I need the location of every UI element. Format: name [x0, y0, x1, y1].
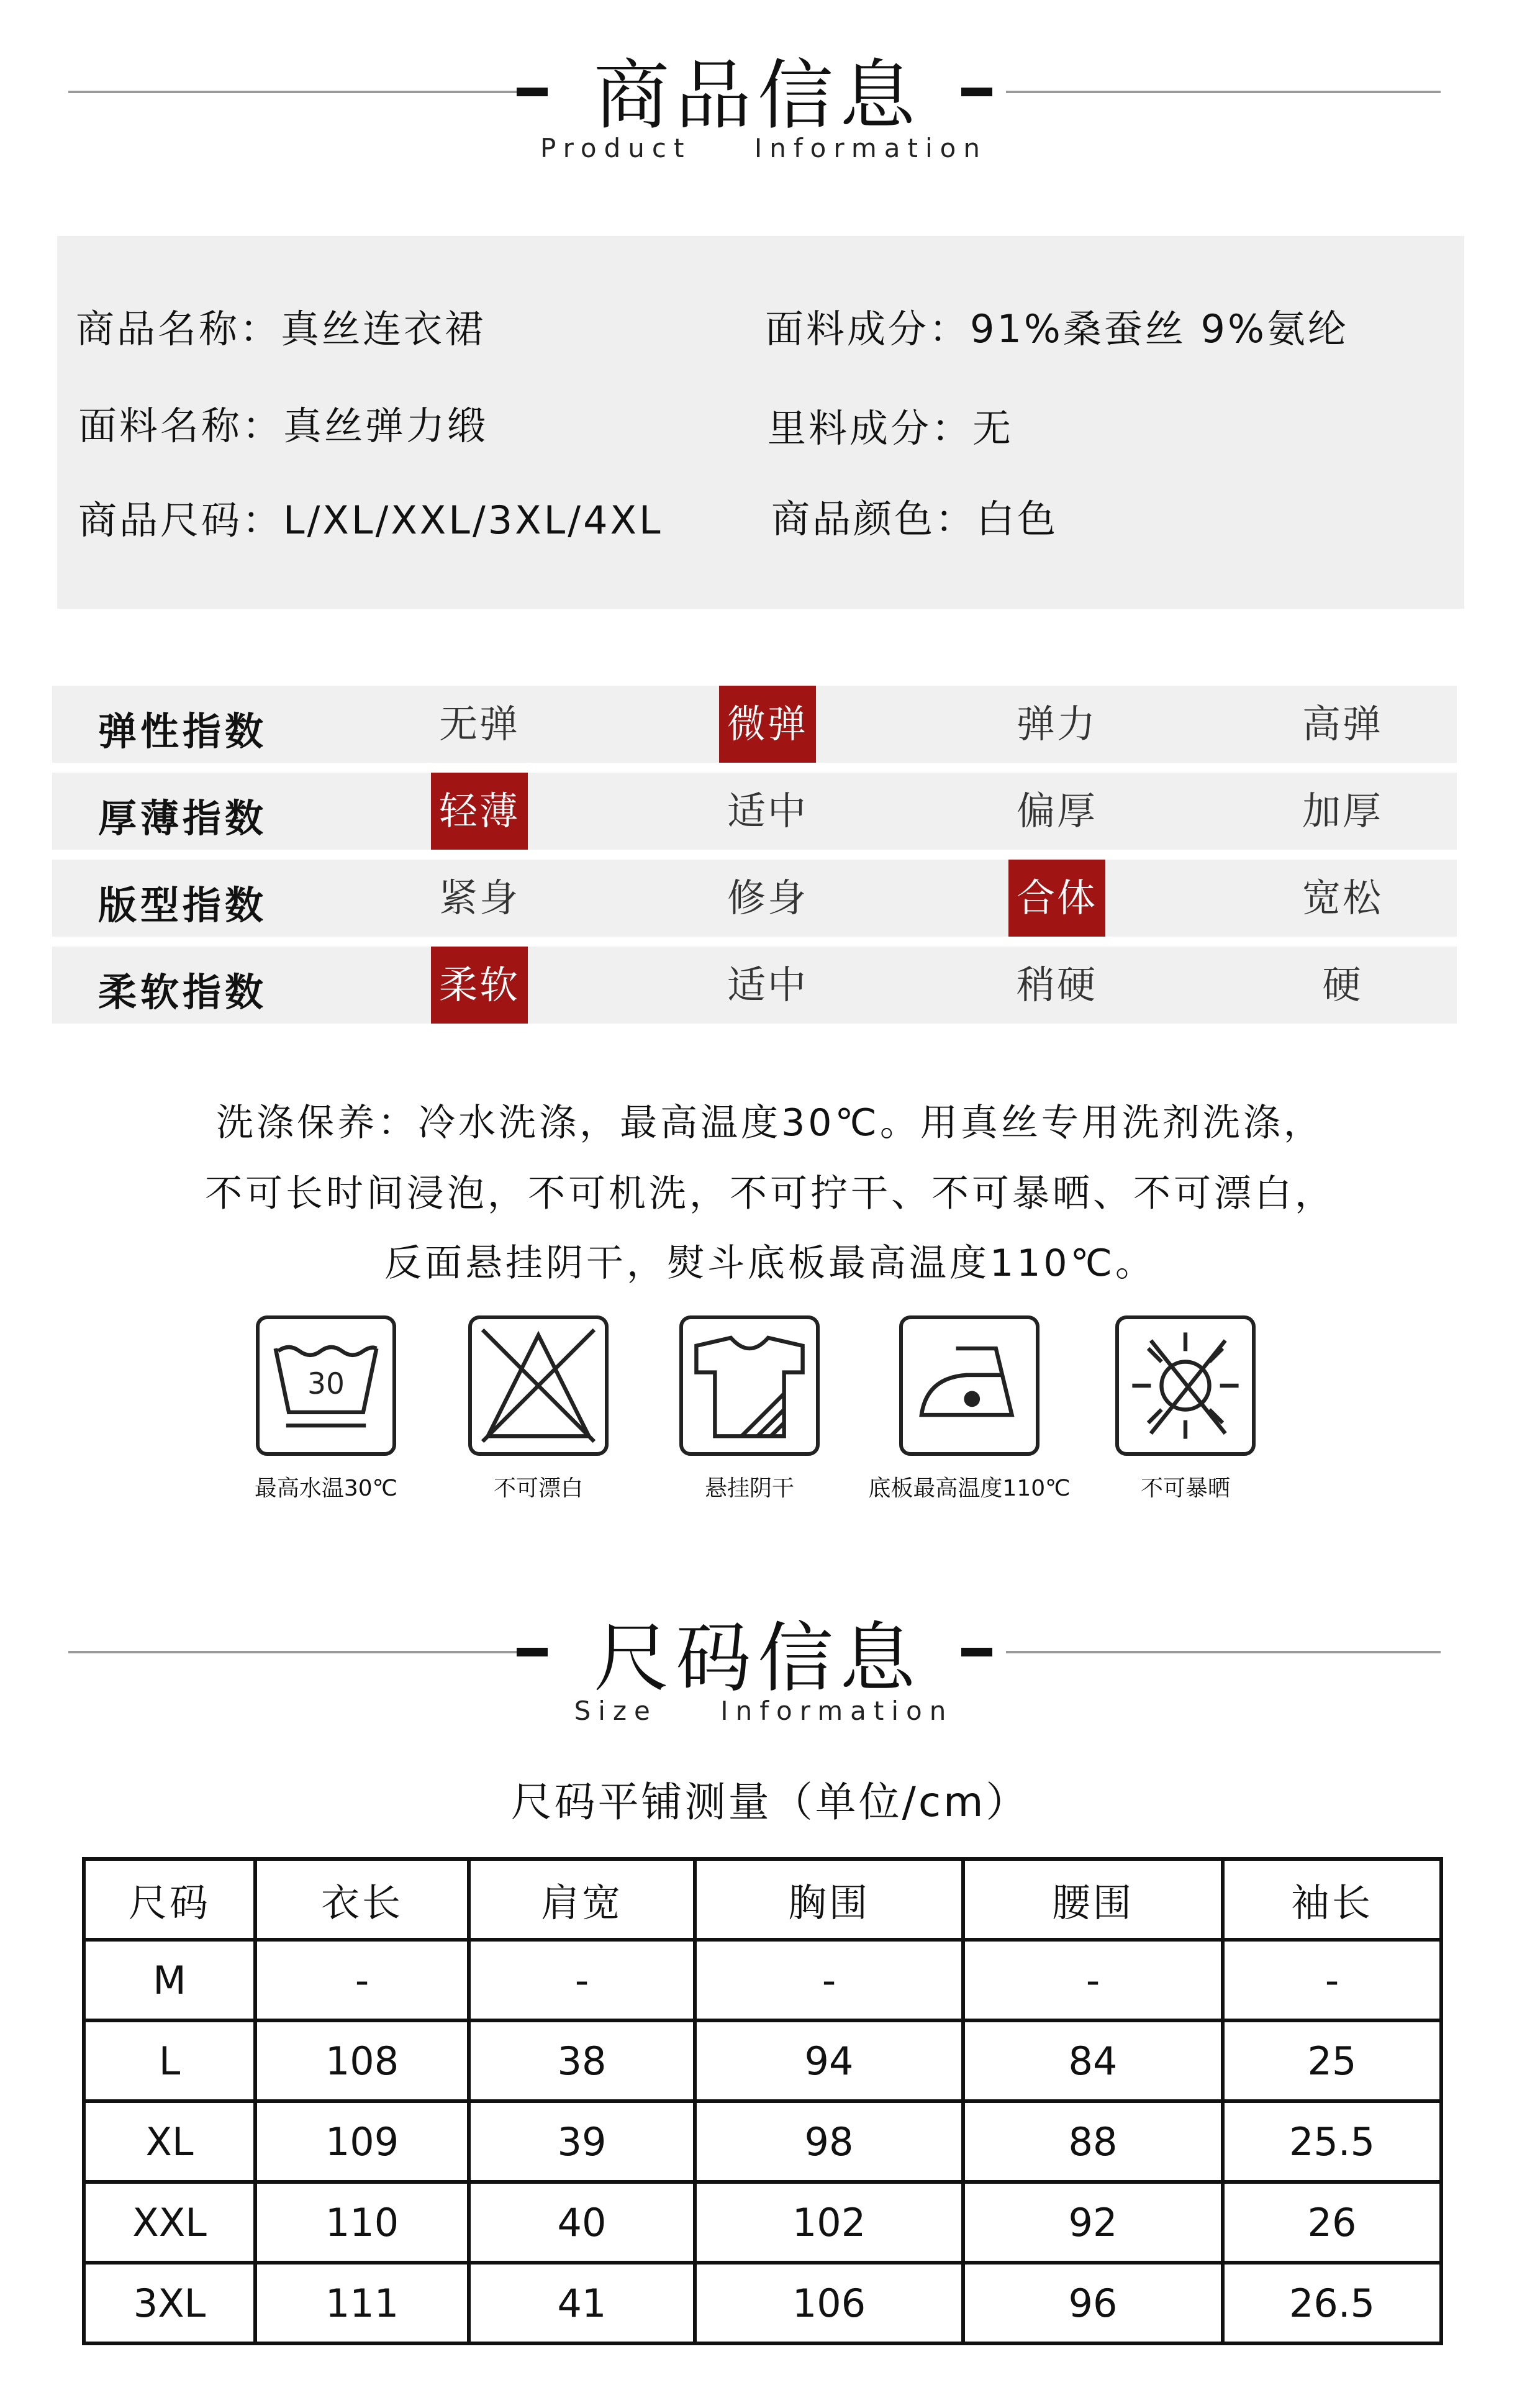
column-header: 尺码 — [84, 1859, 255, 1940]
table-cell: L — [84, 2020, 255, 2101]
no-bleach-icon — [468, 1315, 609, 1456]
column-header: 衣长 — [255, 1859, 469, 1940]
table-cell: 110 — [255, 2182, 469, 2263]
table-header-row — [84, 1859, 1441, 1940]
index-row — [52, 860, 1457, 937]
table-cell: - — [1223, 1940, 1441, 2020]
index-row — [52, 773, 1457, 850]
iron-icon — [899, 1315, 1040, 1456]
care-icon-label: 悬挂阴干 — [704, 1476, 794, 1501]
table-cell: 111 — [255, 2263, 469, 2343]
table-cell: - — [255, 1940, 469, 2020]
table-cell: 108 — [255, 2020, 469, 2101]
table-cell: 26 — [1223, 2182, 1441, 2263]
table-cell: 94 — [695, 2020, 963, 2101]
table-cell: - — [469, 1940, 695, 2020]
index-option: 适中 — [727, 788, 808, 834]
index-option: 稍硬 — [1016, 962, 1097, 1007]
table-cell: 106 — [695, 2263, 963, 2343]
table-cell: 88 — [963, 2101, 1223, 2182]
index-option: 高弹 — [1302, 701, 1383, 747]
index-label: 版型指数 — [98, 883, 268, 928]
fabric-name: 面料名称：真丝弹力缎 — [78, 403, 489, 448]
table-cell: 92 — [963, 2182, 1223, 2263]
header-rule-left — [68, 91, 522, 93]
index-row — [52, 947, 1457, 1024]
care-text-line: 反面悬挂阴干，熨斗底板最高温度110℃。 — [384, 1242, 1156, 1285]
index-option: 弹力 — [1016, 701, 1097, 747]
header-rule-left — [68, 1651, 522, 1653]
care-icon-label: 底板最高温度110℃ — [868, 1476, 1071, 1501]
table-cell: - — [963, 1940, 1223, 2020]
table-cell: 39 — [469, 2101, 695, 2182]
section-subtitle: Product Information — [540, 133, 987, 163]
table-cell: XXL — [84, 2182, 255, 2263]
index-option: 硬 — [1322, 962, 1363, 1007]
index-option-selected: 微弹 — [719, 686, 816, 763]
index-option: 无弹 — [438, 701, 520, 747]
hang-dry-shade-icon — [679, 1315, 820, 1456]
index-option: 适中 — [727, 962, 808, 1007]
table-cell: 25.5 — [1223, 2101, 1441, 2182]
table-row — [84, 2263, 1441, 2343]
lining-composition: 里料成分：无 — [768, 406, 1014, 451]
table-cell: 84 — [963, 2020, 1223, 2101]
table-cell: 26.5 — [1223, 2263, 1441, 2343]
index-option: 加厚 — [1302, 788, 1383, 834]
product-color: 商品颜色：白色 — [771, 496, 1059, 542]
wash-30-icon — [256, 1315, 396, 1456]
header-rule-right — [1006, 1651, 1441, 1653]
index-option-selected: 合体 — [1008, 860, 1105, 937]
table-cell: XL — [84, 2101, 255, 2182]
table-cell: 38 — [469, 2020, 695, 2101]
product-sizes: 商品尺码：L/XL/XXL/3XL/4XL — [78, 497, 663, 543]
table-cell: 109 — [255, 2101, 469, 2182]
index-option: 修身 — [727, 875, 808, 920]
wash-temperature: 30 — [307, 1366, 345, 1401]
care-icon-label: 最高水温30℃ — [254, 1476, 398, 1501]
header-rule-right — [1006, 91, 1441, 93]
table-row — [84, 2020, 1441, 2101]
column-header: 胸围 — [695, 1859, 963, 1940]
table-cell: M — [84, 1940, 255, 2020]
index-option: 宽松 — [1302, 875, 1383, 920]
table-row — [84, 2182, 1441, 2263]
table-cell: 96 — [963, 2263, 1223, 2343]
care-text-line: 洗涤保养：冷水洗涤，最高温度30℃。用真丝专用洗剂洗涤， — [216, 1101, 1324, 1145]
table-cell: 98 — [695, 2101, 963, 2182]
care-icon-label: 不可漂白 — [493, 1476, 583, 1501]
product-info-panel — [57, 236, 1464, 609]
index-label: 弹性指数 — [98, 709, 268, 754]
product-name: 商品名称：真丝连衣裙 — [76, 306, 486, 352]
index-option: 紧身 — [438, 875, 520, 920]
section-title: 商品信息 — [594, 52, 922, 140]
care-text-line: 不可长时间浸泡，不可机洗，不可拧干、不可暴晒、不可漂白， — [205, 1172, 1335, 1215]
size-table — [82, 1857, 1443, 2345]
index-label: 厚薄指数 — [98, 796, 268, 841]
section-title: 尺码信息 — [594, 1614, 922, 1702]
table-cell: 3XL — [84, 2263, 255, 2343]
index-label: 柔软指数 — [98, 970, 268, 1015]
section-subtitle: Size Information — [574, 1696, 954, 1726]
index-option: 偏厚 — [1016, 788, 1097, 834]
table-cell: 40 — [469, 2182, 695, 2263]
no-sun-icon — [1115, 1315, 1256, 1456]
index-option-selected: 轻薄 — [431, 773, 528, 850]
column-header: 腰围 — [963, 1859, 1223, 1940]
care-icon-label: 不可暴晒 — [1140, 1476, 1230, 1501]
size-table-caption: 尺码平铺测量（单位/cm） — [510, 1778, 1030, 1826]
index-option-selected: 柔软 — [431, 947, 528, 1024]
column-header: 肩宽 — [469, 1859, 695, 1940]
table-cell: 25 — [1223, 2020, 1441, 2101]
table-row — [84, 2101, 1441, 2182]
table-cell: 102 — [695, 2182, 963, 2263]
fabric-composition: 面料成分：91%桑蚕丝 9%氨纶 — [765, 306, 1349, 352]
index-row — [52, 686, 1457, 763]
column-header: 袖长 — [1223, 1859, 1441, 1940]
table-row — [84, 1940, 1441, 2020]
table-cell: - — [695, 1940, 963, 2020]
table-cell: 41 — [469, 2263, 695, 2343]
